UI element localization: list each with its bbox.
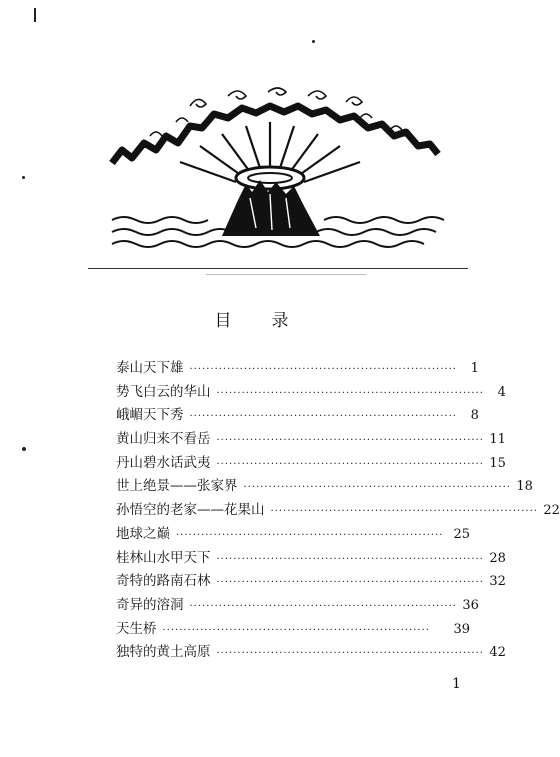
toc-entry-title: 天生桥 (116, 620, 157, 637)
toc-leader: ································································ (189, 411, 457, 423)
divider-rule-thin (206, 274, 366, 275)
toc-entry-title: 独特的黄土高原 (116, 644, 211, 661)
toc-entry[interactable] (116, 640, 506, 664)
toc-entry-page: 11 (489, 432, 506, 448)
toc-entry-page: 25 (453, 526, 470, 542)
toc-entry[interactable] (116, 522, 470, 546)
toc-heading-right: 录 (271, 311, 291, 331)
toc-leader: ································································ (216, 458, 484, 470)
toc-entry-page: 22 (543, 503, 560, 519)
toc-leader: ································································ (243, 482, 511, 494)
scan-speck (22, 447, 26, 451)
toc-entry[interactable] (116, 569, 506, 593)
scan-mark (34, 8, 36, 22)
toc-leader: ································································ (216, 577, 484, 589)
toc-entry-page: 42 (489, 645, 506, 661)
toc-entry-page: 28 (489, 550, 506, 566)
toc-entry[interactable] (116, 380, 506, 404)
toc-leader: ································································ (216, 648, 484, 660)
toc-entry[interactable] (116, 593, 479, 617)
toc-entry-title: 黄山归来不看岳 (116, 431, 211, 448)
toc-leader: ································································ (216, 435, 484, 447)
toc-entry-title: 奇异的溶洞 (116, 596, 184, 613)
toc-entry-page: 1 (470, 361, 479, 376)
toc-entry-title: 桂林山水甲天下 (116, 549, 211, 566)
toc-leader: ································································ (270, 506, 538, 518)
toc-leader: ································································ (176, 529, 444, 541)
toc-entry-page: 39 (453, 621, 470, 637)
toc-entry-title: 峨嵋天下秀 (116, 407, 184, 424)
divider-rule (88, 268, 468, 269)
toc-entry-title: 泰山天下雄 (116, 360, 184, 376)
toc-entry-title: 世上绝景——张家界 (116, 478, 238, 495)
toc-entry[interactable] (116, 474, 533, 498)
toc-entry-title: 丹山碧水话武夷 (116, 454, 211, 471)
toc-entry-title: 地球之巅 (116, 525, 170, 542)
toc-entry[interactable] (116, 356, 479, 380)
toc-entry[interactable] (116, 546, 506, 570)
toc-leader: ································································ (189, 600, 457, 612)
toc-entry[interactable] (116, 427, 506, 451)
toc-leader: ································································ (216, 387, 484, 399)
toc-entry-page: 8 (470, 408, 479, 424)
mountain-sunrise-icon (110, 88, 440, 253)
toc-entry-page: 32 (489, 574, 506, 590)
scan-speck (312, 40, 315, 43)
toc-entry-page: 15 (489, 455, 506, 471)
toc-heading (0, 306, 505, 331)
page-number: 1 (452, 676, 461, 692)
toc-leader: ································································ (162, 624, 430, 636)
toc-heading-left: 目 (214, 311, 234, 331)
toc-entry[interactable] (116, 617, 470, 641)
scan-speck (22, 176, 25, 179)
toc-entry[interactable] (116, 403, 479, 427)
toc-entry-page: 36 (462, 597, 479, 613)
toc-entry-page: 4 (497, 384, 506, 400)
toc-entry[interactable] (116, 451, 506, 475)
toc-leader: ································································ (189, 364, 457, 375)
toc-entry-title: 孙悟空的老家——花果山 (116, 502, 265, 519)
toc-entry-title: 奇特的路南石林 (116, 573, 211, 590)
toc-entry-page: 18 (516, 479, 533, 495)
toc-entry-title: 势飞白云的华山 (116, 383, 211, 400)
toc-entry[interactable] (116, 498, 560, 522)
toc-list (116, 356, 560, 664)
toc-leader: ································································ (216, 553, 484, 565)
